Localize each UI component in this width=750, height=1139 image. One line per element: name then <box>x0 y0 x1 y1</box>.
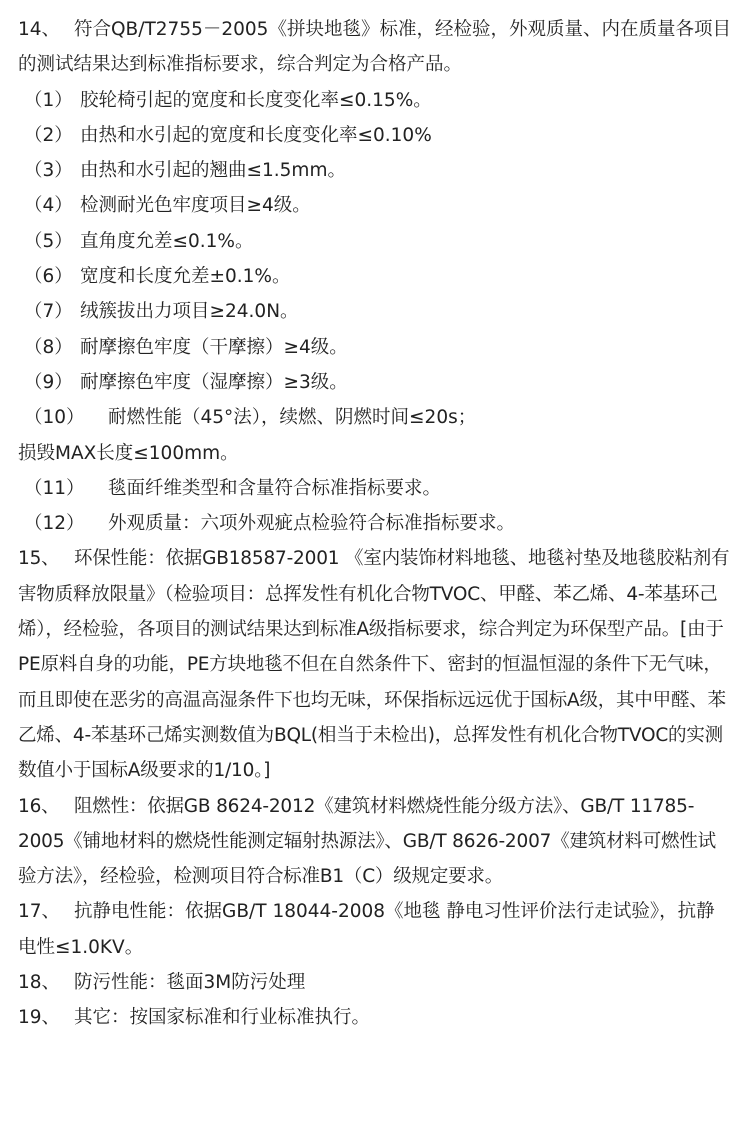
item-number: （4） <box>24 195 73 217</box>
item-text: 绒簇拔出力项目≥24.0N。 <box>80 301 299 323</box>
section-15 <box>18 541 732 788</box>
list-item-continuation <box>18 436 732 471</box>
section-number: 19、 <box>18 1007 61 1029</box>
item-text: 胶轮椅引起的宽度和长度变化率≤0.15%。 <box>80 89 432 111</box>
section-number: 14、 <box>18 19 61 40</box>
item-number: （12） <box>24 513 85 535</box>
section-19 <box>18 1000 732 1035</box>
item-number: （3） <box>24 160 73 182</box>
section-14 <box>18 12 732 83</box>
section-text: 其它：按国家标准和行业标准执行。 <box>74 1007 371 1029</box>
section-text: 环保性能：依据GB18587-2001 《室内装饰材料地毯、地毯衬垫及地毯胶粘剂有害物质释放限量》（检验项目：总挥发性有机化合物TVOC、甲醛、苯乙烯、4-苯基环己烯），经检验，各项目的测试结果达到标准A级指标要求，综合判定为环保型产品。[由于PE原料自身的功能，PE方块地毯不但在自然条件下、密封的恒温恒湿的条件下无气味，而且即使在恶劣的高温高湿条件下也均无味，环保指标远远优于国标A级，其中甲醛、苯乙烯、4-苯基环己烯实测数值为BQL(相当于未检出)，总挥发性有机化合物TVOC的实测数值小于国标A级要求的1/10。] <box>18 548 730 782</box>
item-text: 耐摩擦色牢度（湿摩擦）≥3级。 <box>80 371 348 393</box>
item-text: 损毁MAX长度≤100mm。 <box>18 442 239 464</box>
item-number: （8） <box>24 336 73 358</box>
section-number: 17、 <box>18 901 61 923</box>
section-number: 15、 <box>18 548 60 570</box>
list-item <box>18 365 732 400</box>
item-number: （10） <box>24 407 85 429</box>
section-text: 抗静电性能：依据GB/T 18044-2008《地毯 静电习性评价法行走试验》，抗静电性≤1.0KV。 <box>18 901 715 958</box>
list-item <box>18 224 732 259</box>
item-text: 由热和水引起的宽度和长度变化率≤0.10% <box>80 124 432 146</box>
list-item <box>18 188 732 223</box>
item-text: 检测耐光色牢度项目≥4级。 <box>80 195 311 217</box>
section-17 <box>18 894 732 965</box>
item-number: （7） <box>24 301 73 323</box>
item-text: 耐摩擦色牢度（干摩擦）≥4级。 <box>80 336 348 358</box>
section-text: 符合QB/T2755－2005《拼块地毯》标准，经检验，外观质量、内在质量各项目的测试结果达到标准指标要求，综合判定为合格产品。 <box>18 19 731 76</box>
item-text: 外观质量：六项外观疵点检验符合标准指标要求。 <box>108 513 516 535</box>
item-text: 由热和水引起的翘曲≤1.5mm。 <box>80 160 346 182</box>
list-item <box>18 118 732 153</box>
section-number: 16、 <box>18 795 60 817</box>
list-item <box>18 294 732 329</box>
list-item <box>18 471 732 506</box>
list-item <box>18 400 732 435</box>
section-16 <box>18 789 732 895</box>
item-number: （6） <box>24 266 73 288</box>
list-item <box>18 259 732 294</box>
item-text: 毯面纤维类型和含量符合标准指标要求。 <box>108 477 442 499</box>
document-body <box>18 12 732 1036</box>
section-number: 18、 <box>18 972 61 994</box>
item-number: （2） <box>24 124 73 146</box>
list-item <box>18 83 732 118</box>
section-text: 防污性能：毯面3M防污处理 <box>74 972 306 994</box>
item-text: 耐燃性能（45°法），续燃、阴燃时间≤20s； <box>108 407 477 429</box>
item-text: 直角度允差≤0.1%。 <box>80 230 254 252</box>
section-text: 阻燃性：依据GB 8624-2012《建筑材料燃烧性能分级方法》、GB/T 11785-2005《铺地材料的燃烧性能测定辐射热源法》、GB/T 8626-2007《建筑材料可燃性试验方法》，经检验，检测项目符合标准B1（C）级规定要求。 <box>18 795 716 888</box>
section-18 <box>18 965 732 1000</box>
item-number: （5） <box>24 230 73 252</box>
list-item <box>18 330 732 365</box>
item-text: 宽度和长度允差±0.1%。 <box>80 266 291 288</box>
item-number: （11） <box>24 477 85 499</box>
item-number: （1） <box>24 89 73 111</box>
list-item <box>18 506 732 541</box>
item-number: （9） <box>24 371 73 393</box>
list-item <box>18 153 732 188</box>
